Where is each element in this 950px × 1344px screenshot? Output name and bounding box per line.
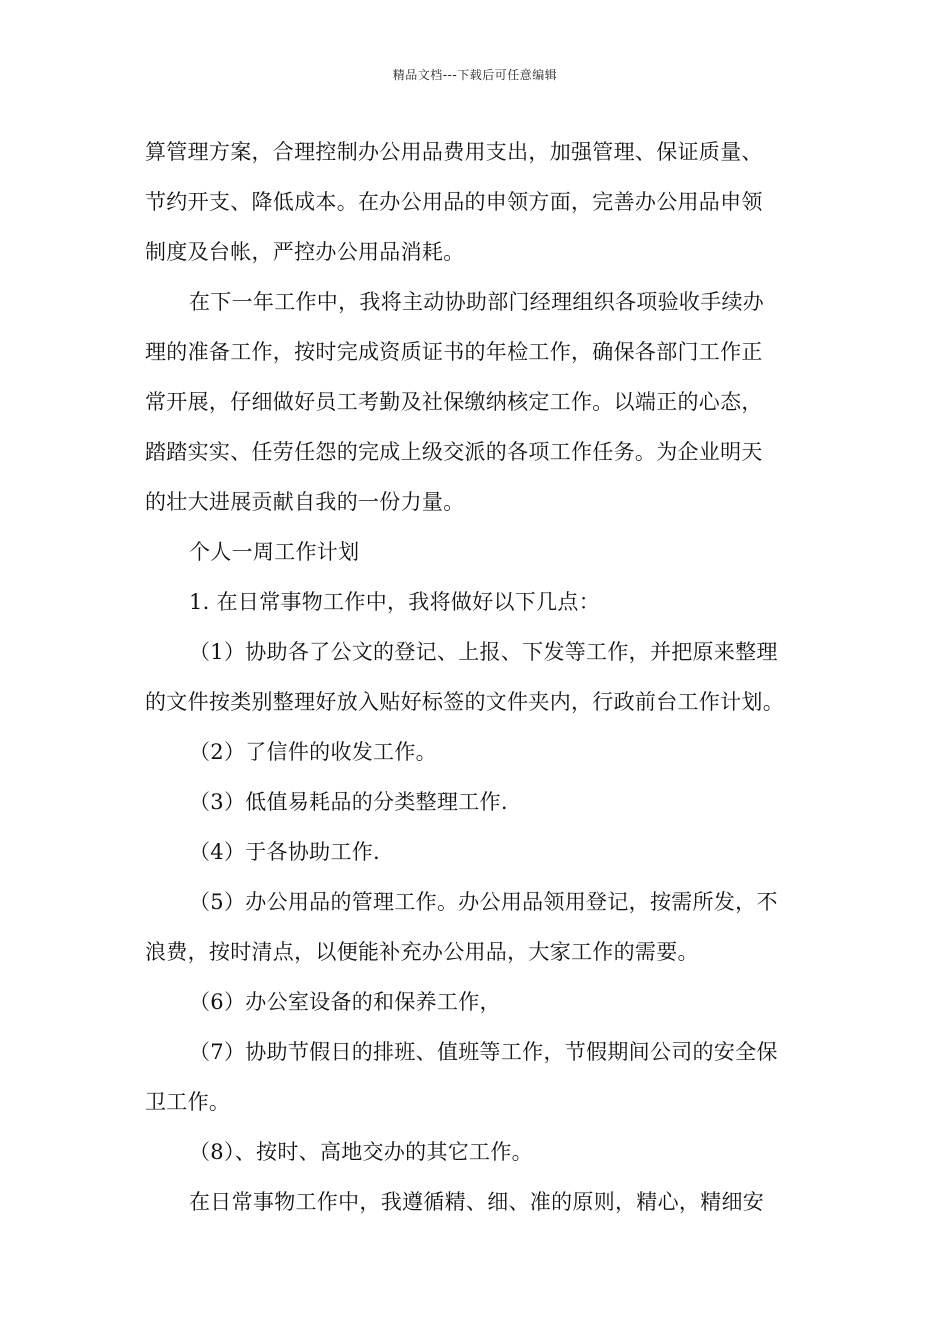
text-line: 卫工作。 [145, 1090, 231, 1114]
text-line: 浪费，按时清点，以便能补充办公用品，大家工作的需要。 [145, 940, 699, 964]
text-line: 节约开支、降低成本。在办公用品的申领方面，完善办公用品申领 [145, 190, 763, 214]
text-line: 制度及台帐，严控办公用品消耗。 [145, 240, 465, 264]
list-item: （8）、按时、高地交办的其它工作。 [189, 1140, 533, 1164]
list-item: （5）办公用品的管理工作。办公用品领用登记，按需所发，不 [189, 890, 778, 914]
list-item: （7）协助节假日的排班、值班等工作，节假期间公司的安全保 [189, 1040, 778, 1064]
text-line: 常开展，仔细做好员工考勤及社保缴纳核定工作。以端正的心态， [145, 390, 763, 414]
text-line: 理的准备工作，按时完成资质证书的年检工作，确保各部门工作正 [145, 340, 763, 364]
text-line: 算管理方案，合理控制办公用品费用支出，加强管理、保证质量、 [145, 140, 763, 164]
page-header: 精品文档---下载后可任意编辑 [392, 68, 558, 82]
paragraph-start: 在日常事物工作中，我遵循精、细、准的原则，精心，精细安 [189, 1190, 765, 1214]
text-line: 的文件按类别整理好放入贴好标签的文件夹内，行政前台工作计划。 [145, 690, 784, 714]
list-item: （6）办公室设备的和保养工作， [189, 990, 501, 1014]
section-heading: 个人一周工作计划 [189, 540, 360, 564]
paragraph-start: 在下一年工作中，我将主动协助部门经理组织各项验收手续办 [189, 290, 765, 314]
list-item: （4）于各协助工作. [189, 840, 381, 864]
list-item: （2）了信件的收发工作。 [189, 740, 437, 764]
text-line: 的壮大进展贡献自我的一份力量。 [145, 490, 465, 514]
list-heading: 1. 在日常事物工作中，我将做好以下几点： [189, 590, 601, 614]
list-item: （3）低值易耗品的分类整理工作. [189, 790, 508, 814]
list-item: （1）协助各了公文的登记、上报、下发等工作，并把原来整理 [189, 640, 778, 664]
text-line: 踏踏实实、任劳任怨的完成上级交派的各项工作任务。为企业明天 [145, 440, 763, 464]
document-body [145, 127, 810, 1227]
